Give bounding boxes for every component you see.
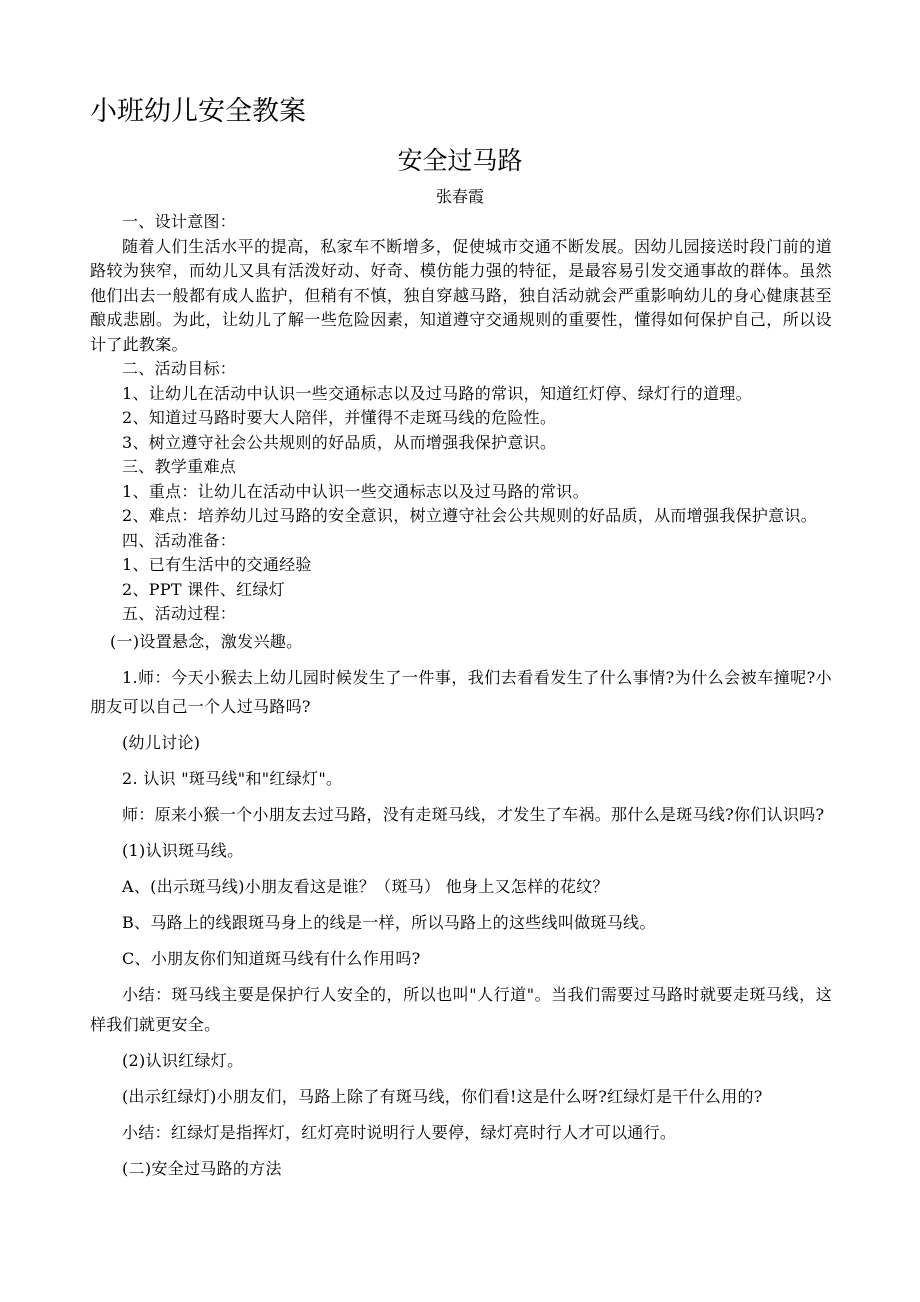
process-paragraph: (出示红绿灯)小朋友们，马路上除了有斑马线，你们看!这是什么呀?红绿灯是干什么用的? — [122, 1086, 763, 1106]
process-step-heading-2: (二)安全过马路的方法 — [122, 1158, 282, 1178]
process-paragraph: (2)认识红绿灯。 — [122, 1050, 244, 1070]
lesson-title: 安全过马路 — [397, 146, 523, 175]
process-paragraph: 小结：斑马线主要是保护行人安全的，所以也叫"人行道"。当我们需要过马路时就要走斑马线，这样我们就更安全。 — [90, 985, 832, 1034]
key-point-item-1: 1、重点：让幼儿在活动中认识一些交通标志以及过马路的常识。 — [122, 481, 589, 501]
process-paragraph: A、(出示斑马线)小朋友看这是谁？（斑马） 他身上又怎样的花纹？ — [122, 877, 609, 896]
document-body — [90, 210, 832, 1183]
process-paragraph: (幼儿讨论) — [122, 733, 201, 752]
author-name: 张春霞 — [435, 187, 484, 206]
section-heading-key-points: 三、教学重难点 — [122, 457, 237, 476]
process-paragraph: B、马路上的线跟斑马身上的线是一样，所以马路上的这些线叫做斑马线。 — [122, 913, 656, 932]
process-paragraph: 2. 认识 "斑马线"和"红绿灯"。 — [122, 769, 343, 788]
key-point-item-2: 2、难点：培养幼儿过马路的安全意识，树立遵守社会公共规则的好品质，从而增强我保护意识。 — [122, 506, 818, 525]
objective-item-3: 3、树立遵守社会公共规则的好品质，从而增强我保护意识。 — [122, 432, 557, 452]
process-paragraph: C、小朋友你们知道斑马线有什么作用吗? — [122, 949, 421, 968]
section-heading-objectives: 二、活动目标： — [122, 359, 237, 378]
objective-item-2: 2、知道过马路时要大人陪伴，并懂得不走斑马线的危险性。 — [122, 408, 557, 427]
document-title: 小班幼儿安全教案 — [90, 96, 306, 127]
preparation-item-2: 2、PPT 课件、红绿灯 — [122, 579, 286, 599]
process-paragraph: 小结：红绿灯是指挥灯，红灯亮时说明行人要停，绿灯亮时行人才可以通行。 — [122, 1122, 677, 1142]
preparation-item-1: 1、已有生活中的交通经验 — [122, 555, 312, 574]
process-paragraph: (1)认识斑马线。 — [122, 841, 244, 860]
process-paragraph: 师：原来小猴一个小朋友去过马路，没有走斑马线，才发生了车祸。那什么是斑马线?你们认识吗? — [122, 805, 825, 824]
section-heading-process: 五、活动过程： — [122, 604, 237, 623]
section-heading-preparation: 四、活动准备： — [122, 530, 237, 550]
design-intent-paragraph: 随着人们生活水平的提高，私家车不断增多，促使城市交通不断发展。因幼儿园接送时段门前的道路较为狭窄，而幼儿又具有活泼好动、好奇、模仿能力强的特征，是最容易引发交通事故的群体。虽然他们出去一般都有成人监护，但稍有不慎，独自穿越马路，独自活动就会严重影响幼儿的身心健康甚至酿成悲剧。为此，让幼儿了解一些危险因素，知道遵守交通规则的重要性，懂得如何保护自己，所以设计了此教案。 — [90, 236, 832, 354]
process-paragraph: 1.师：今天小猴去上幼儿园时候发生了一件事，我们去看看发生了什么事情?为什么会被车撞呢?小朋友可以自己一个人过马路吗? — [90, 667, 832, 716]
process-step-heading-1: (一)设置悬念，激发兴趣。 — [110, 631, 303, 651]
objective-item-1: 1、让幼儿在活动中认识一些交通标志以及过马路的常识，知道红灯停、绿灯行的道理。 — [122, 383, 752, 403]
section-heading-design-intent: 一、设计意图： — [122, 212, 237, 231]
